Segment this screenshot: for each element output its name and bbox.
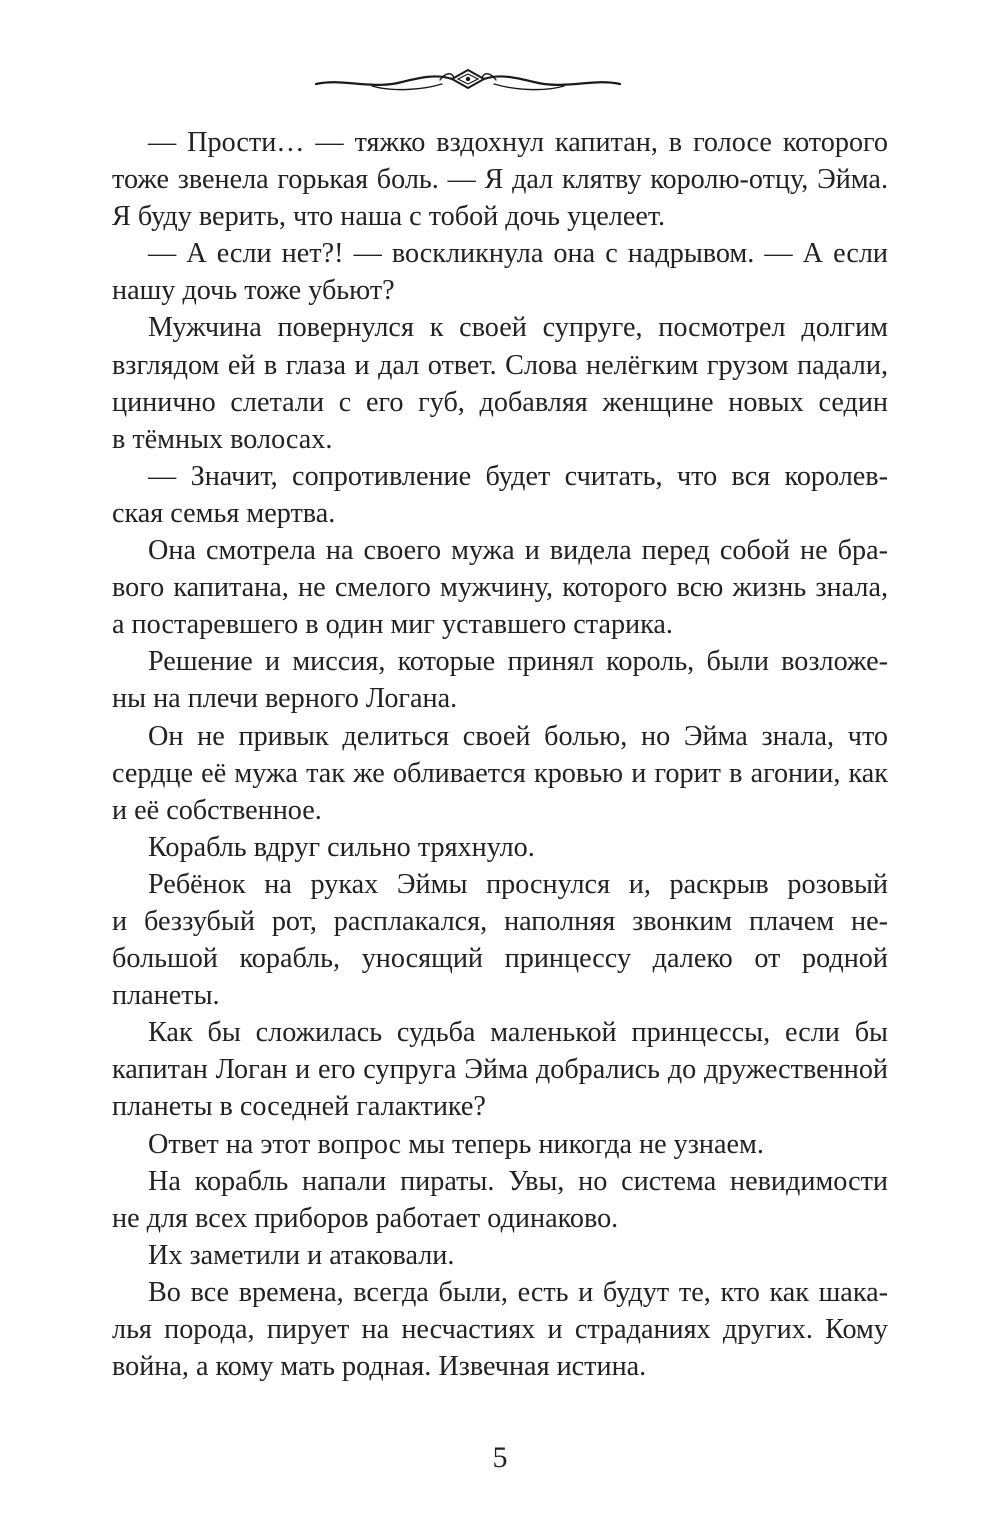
text-line: цинично слетали с его губ, добавляя женщине новых седин (112, 386, 888, 418)
paragraph (112, 124, 888, 235)
text-line: тоже звенела горькая боль. — Я дал клятву королю-отцу, Эйма. (112, 164, 888, 196)
text-line: — Прости… — тяжко вздохнул капитан, в голосе которого (148, 127, 888, 158)
paragraph (112, 1237, 888, 1274)
paragraph (112, 1126, 888, 1163)
text-line: Ребёнок на руках Эймы проснулся и, раскрыв розовый (148, 868, 888, 900)
paragraph (112, 643, 888, 717)
text-line: — А если нет?! — воскликнула она с надрывом. — А если (148, 238, 888, 270)
page-number: 5 (492, 1441, 508, 1474)
text-line: капитан Логан и его супруга Эйма добрались до дружественной (112, 1054, 888, 1086)
text-line: Корабль вдруг сильно тряхнуло. (148, 831, 535, 863)
paragraph (112, 1014, 888, 1125)
paragraph (112, 1274, 888, 1385)
text-line: вого капитана, не смелого мужчину, которого всю жизнь знала, (112, 572, 888, 604)
paragraph (112, 309, 888, 457)
text-line: Она смотрела на своего мужа и видела перед собой не бра- (148, 535, 888, 567)
text-line: война, а кому мать родная. Извечная истина. (112, 1351, 647, 1383)
text-line: На корабль напали пираты. Увы, но система невидимости (148, 1165, 888, 1197)
paragraph (112, 718, 888, 829)
text-line: а постаревшего в один миг уставшего старика. (112, 609, 673, 641)
decorative-flourish-icon (312, 60, 624, 98)
text-line: Ответ на этот вопрос мы теперь никогда не узнаем. (148, 1128, 764, 1160)
text-line: в тёмных волосах. (112, 423, 333, 455)
text-line: и её собственное. (112, 794, 322, 826)
text-line: планеты. (112, 980, 220, 1012)
text-line: ны на плечи верного Логана. (112, 683, 458, 715)
paragraph (112, 235, 888, 309)
paragraph (112, 866, 888, 1014)
text-line: сердце её мужа так же обливается кровью и горит в агонии, как (112, 757, 888, 789)
text-line: Я буду верить, что наша с тобой дочь уцелеет. (112, 201, 666, 233)
text-line: Он не привык делиться своей болью, но Эйма знала, что (148, 720, 888, 752)
paragraph (112, 829, 888, 866)
text-line: лья порода, пирует на несчастиях и страданиях других. Кому (112, 1314, 888, 1345)
text-line: большой корабль, уносящий принцессу далеко от родной (112, 943, 888, 975)
text-line: Решение и миссия, которые принял король, были возложе- (148, 646, 888, 678)
paragraph (112, 1163, 888, 1237)
text-line: Как бы сложилась судьба маленькой принцессы, если бы (148, 1017, 888, 1049)
text-line: нашу дочь тоже убьют? (112, 275, 395, 307)
paragraph (112, 532, 888, 643)
text-line: и беззубый рот, расплакался, наполняя звонким плачем не- (112, 905, 888, 937)
text-line: взглядом ей в глаза и дал ответ. Слова нелёгким грузом падали, (112, 349, 888, 381)
text-line: ская семья мертва. (112, 497, 336, 529)
body-text (112, 124, 888, 1385)
paragraph (112, 458, 888, 532)
text-line: не для всех приборов работает одинаково. (112, 1202, 619, 1234)
text-line: Во все времена, всегда были, есть и будут те, кто как шака- (148, 1276, 888, 1308)
text-line: Мужчина повернулся к своей супруге, посмотрел долгим (148, 312, 888, 344)
text-line: планеты в соседней галактике? (112, 1091, 486, 1123)
text-line: Их заметили и атаковали. (148, 1239, 455, 1271)
text-line: — Значит, сопротивление будет считать, что вся королев- (148, 460, 888, 492)
